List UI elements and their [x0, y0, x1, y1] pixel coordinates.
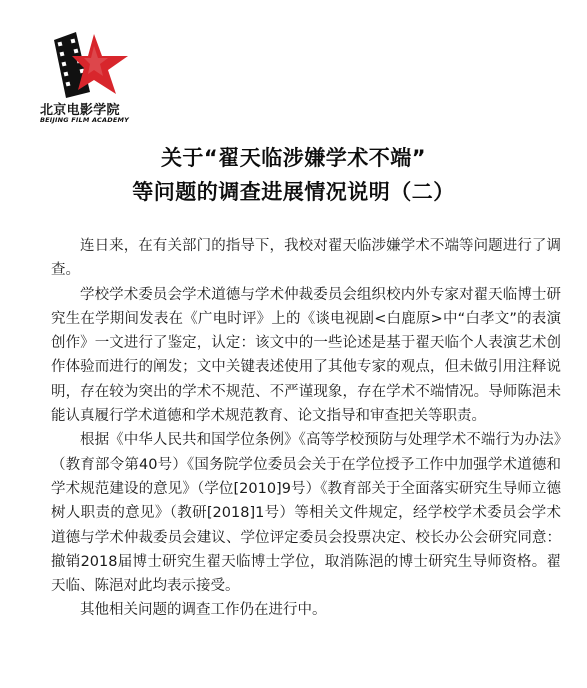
film-star-logo-icon — [50, 30, 132, 100]
paragraph-decision: 根据《中华人民共和国学位条例》《高等学校预防与处理学术不端行为办法》（教育部令第40号）《国务院学位委员会关于在学位授予工作中加强学术道德和学术规范建设的意见》（学位[2010]9号）《教育部关于全面落实研究生导师立德树人职责的意见》（教研[2018]1号）等相关文件规定，经学校学术委员会学术道德与学术仲裁委员会建议、学位评定委员会投票决定、校长办公会研究同意：撤销2018届博士研究生翟天临博士学位，取消陈浥的博士研究生导师资格。翟天临、陈浥对此均表示接受。 — [51, 432, 561, 595]
paragraph-investigation-intro: 连日来，在有关部门的指导下，我校对翟天临涉嫌学术不端等问题进行了调查。 — [51, 238, 561, 279]
document-body — [51, 234, 561, 623]
document-title-line-2: 等问题的调查进展情况说明（二） — [132, 180, 455, 204]
paragraph-committee-findings: 学校学术委员会学术道德与学术仲裁委员会组织校内外专家对翟天临博士研究生在学期间发表在《广电时评》上的《谈电视剧<白鹿原>中“白孝文”的表演创作》一文进行了鉴定，认定：该文中的一些论述是基于翟天临个人表演艺术创作体验而进行的阐发；文中关键表述使用了其他专家的观点，但未做引用注释说明，存在较为突出的学术不规范、不严谨现象，存在学术不端情况。导师陈浥未能认真履行学术道德和学术规范教育、论文指导和审查把关等职责。 — [51, 286, 561, 425]
academy-logo — [40, 30, 140, 126]
academy-name-en: BEIJING FILM ACADEMY — [40, 116, 130, 124]
academy-name-cn: 北京电影学院 — [40, 103, 120, 118]
paragraph-ongoing: 其他相关问题的调查工作仍在进行中。 — [80, 602, 327, 619]
document-title-line-1: 关于“翟天临涉嫌学术不端” — [160, 146, 427, 170]
